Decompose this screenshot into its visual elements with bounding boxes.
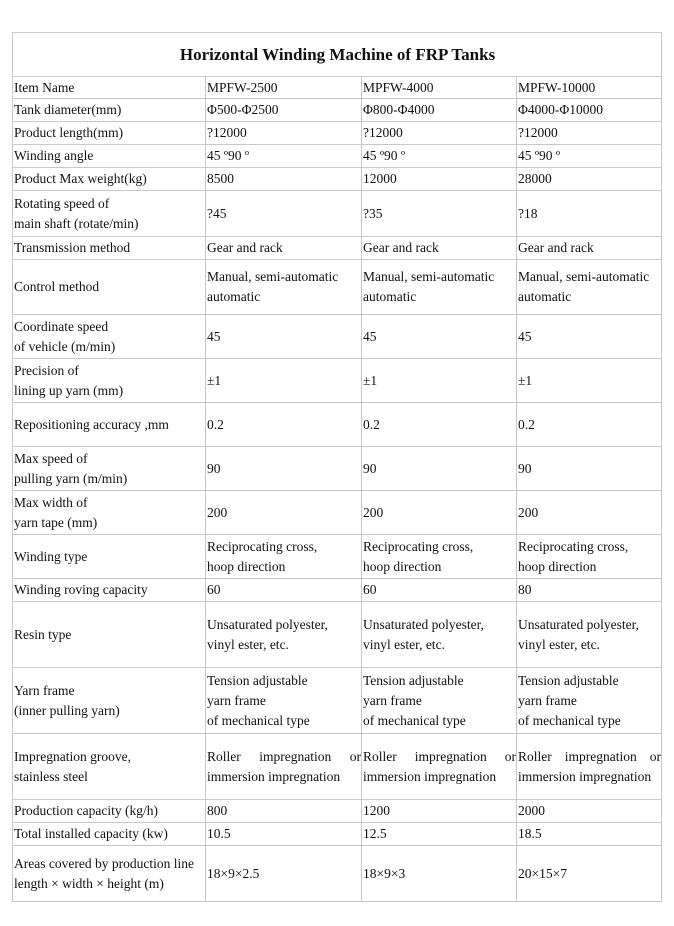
value-cell-line: vinyl ester, etc. [518, 636, 600, 652]
value-cell-line: 0.2 [363, 416, 380, 432]
row-label-line: Impregnation groove, [14, 748, 131, 764]
value-cell [517, 535, 662, 579]
value-cell-line: immersion impregnation [363, 768, 497, 784]
table-title: Horizontal Winding Machine of FRP Tanks [13, 33, 662, 77]
value-cell-line: 2000 [518, 803, 545, 818]
row-label-line: Transmission method [14, 240, 131, 255]
value-cell [206, 846, 362, 902]
value-cell [206, 800, 362, 823]
value-cell [206, 260, 362, 315]
value-cell [362, 535, 517, 579]
value-cell-line: Φ4000-Φ10000 [518, 102, 603, 117]
value-cell-line: Manual, semi-automatic [207, 269, 339, 284]
value-cell-line: 80 [518, 582, 532, 597]
value-cell-line: 18×9×3 [363, 865, 406, 881]
value-cell-line: ?18 [518, 205, 538, 221]
value-cell [517, 734, 662, 800]
value-cell-line: ?12000 [518, 125, 558, 140]
table-row [13, 447, 662, 491]
value-cell [517, 315, 662, 359]
value-cell-line: 45 º90 º [518, 148, 561, 163]
value-cell-line: 45 [363, 328, 377, 344]
row-label-line: Precision of [14, 362, 79, 378]
row-label [13, 579, 206, 602]
value-cell-line: hoop direction [518, 558, 597, 574]
value-cell [206, 122, 362, 145]
table-row [13, 535, 662, 579]
value-cell [517, 99, 662, 122]
value-cell-line: Reciprocating cross, [518, 538, 629, 554]
value-cell [362, 734, 517, 800]
value-cell-line: Unsaturated polyester, [207, 616, 328, 632]
row-label [13, 191, 206, 237]
value-cell-line: of mechanical type [518, 712, 621, 728]
table-row [13, 260, 662, 315]
value-cell [517, 145, 662, 168]
row-label [13, 668, 206, 734]
value-cell [362, 668, 517, 734]
value-cell-line: Roller impregnation or [363, 748, 516, 764]
value-cell [206, 168, 362, 191]
title-row [13, 33, 662, 77]
value-cell [362, 145, 517, 168]
table-row [13, 315, 662, 359]
spec-table [12, 32, 662, 902]
value-cell [206, 734, 362, 800]
value-cell [206, 602, 362, 668]
value-cell-line: 45 º90 º [207, 148, 250, 163]
value-cell [362, 99, 517, 122]
value-cell [362, 823, 517, 846]
value-cell [206, 447, 362, 491]
table-row [13, 77, 662, 99]
value-cell-line: MPFW-2500 [207, 79, 278, 95]
value-cell [362, 403, 517, 447]
value-cell-line: 200 [207, 504, 228, 520]
value-cell-line: 90 [207, 460, 221, 476]
value-cell-line: 18.5 [518, 826, 542, 841]
value-cell [362, 260, 517, 315]
value-cell [362, 77, 517, 99]
value-cell-line: ±1 [518, 372, 533, 388]
value-cell [517, 359, 662, 403]
row-label-line: Production capacity (kg/h) [14, 803, 158, 818]
value-cell [517, 579, 662, 602]
value-cell [517, 260, 662, 315]
value-cell-line: Tension adjustable [207, 672, 308, 688]
value-cell [517, 237, 662, 260]
value-cell [362, 447, 517, 491]
value-cell-line: hoop direction [207, 558, 286, 574]
value-cell [362, 846, 517, 902]
value-cell-line: 45 [207, 328, 221, 344]
row-label [13, 260, 206, 315]
table-row [13, 823, 662, 846]
value-cell-line: Tension adjustable [518, 672, 619, 688]
row-label-line: Product length(mm) [14, 125, 124, 140]
value-cell-line: automatic [518, 289, 572, 304]
row-label-line: Winding type [14, 548, 88, 564]
value-cell [206, 191, 362, 237]
value-cell [517, 602, 662, 668]
value-cell-line: Φ500-Φ2500 [207, 102, 279, 117]
value-cell [517, 800, 662, 823]
value-cell-line: 20×15×7 [518, 865, 567, 881]
value-cell [517, 122, 662, 145]
row-label-line: Winding roving capacity [14, 582, 148, 597]
value-cell [517, 447, 662, 491]
row-label-line: (inner pulling yarn) [14, 702, 120, 718]
value-cell-line: Roller impregnation or [518, 748, 662, 764]
row-label-line: Rotating speed of [14, 195, 110, 211]
row-label-line: lining up yarn (mm) [14, 382, 124, 398]
value-cell [517, 168, 662, 191]
value-cell [362, 122, 517, 145]
value-cell [517, 191, 662, 237]
value-cell [517, 823, 662, 846]
value-cell-line: 60 [207, 582, 221, 597]
value-cell-line: Manual, semi-automatic [518, 269, 650, 284]
row-label-line: Resin type [14, 626, 72, 642]
value-cell [362, 800, 517, 823]
row-label-line: Product Max weight(kg) [14, 171, 147, 186]
row-label [13, 99, 206, 122]
value-cell [206, 237, 362, 260]
table-row [13, 579, 662, 602]
value-cell-line: 60 [363, 582, 377, 597]
value-cell-line: Reciprocating cross, [363, 538, 474, 554]
value-cell [206, 823, 362, 846]
row-label [13, 734, 206, 800]
table-row [13, 491, 662, 535]
value-cell-line: yarn frame [207, 692, 266, 708]
row-label [13, 122, 206, 145]
row-label [13, 145, 206, 168]
row-label [13, 447, 206, 491]
value-cell [206, 535, 362, 579]
value-cell-line: 12.5 [363, 826, 387, 841]
value-cell [206, 668, 362, 734]
value-cell-line: Φ800-Φ4000 [363, 102, 435, 117]
value-cell-line: 45 [518, 328, 532, 344]
row-label [13, 77, 206, 99]
row-label [13, 491, 206, 535]
value-cell-line: automatic [363, 289, 417, 304]
table-row [13, 122, 662, 145]
table-row [13, 359, 662, 403]
value-cell [206, 77, 362, 99]
value-cell-line: 45 º90 º [363, 148, 406, 163]
value-cell-line: ?12000 [363, 125, 403, 140]
row-label [13, 535, 206, 579]
value-cell-line: 200 [363, 504, 384, 520]
value-cell-line: Roller impregnation or [207, 748, 361, 764]
table-row [13, 668, 662, 734]
value-cell-line: 0.2 [518, 416, 535, 432]
value-cell [362, 579, 517, 602]
row-label-line: Control method [14, 279, 100, 294]
row-label [13, 823, 206, 846]
value-cell-line: MPFW-10000 [518, 79, 596, 95]
row-label [13, 800, 206, 823]
row-label [13, 403, 206, 447]
value-cell [517, 491, 662, 535]
value-cell-line: 800 [207, 803, 228, 818]
value-cell [362, 491, 517, 535]
row-label-line: Yarn frame [14, 682, 75, 698]
table-row [13, 237, 662, 260]
value-cell [517, 77, 662, 99]
value-cell-line: Manual, semi-automatic [363, 269, 495, 284]
row-label-line: Tank diameter(mm) [14, 102, 122, 117]
value-cell-line: ?35 [363, 205, 383, 221]
value-cell-line: 200 [518, 504, 539, 520]
value-cell-line: 18×9×2.5 [207, 865, 260, 881]
value-cell-line: ±1 [363, 372, 378, 388]
value-cell-line: 90 [518, 460, 532, 476]
table-row [13, 602, 662, 668]
value-cell [362, 191, 517, 237]
value-cell-line: hoop direction [363, 558, 442, 574]
value-cell-line: Reciprocating cross, [207, 538, 318, 554]
value-cell-line: vinyl ester, etc. [207, 636, 289, 652]
row-label-line: Winding angle [14, 148, 94, 163]
table-row [13, 846, 662, 902]
row-label [13, 315, 206, 359]
row-label-line: Repositioning accuracy ,mm [14, 416, 169, 432]
value-cell [206, 99, 362, 122]
row-label-line: Coordinate speed [14, 318, 109, 334]
value-cell [362, 168, 517, 191]
value-cell [206, 403, 362, 447]
value-cell [362, 359, 517, 403]
row-label [13, 237, 206, 260]
value-cell-line: automatic [207, 289, 261, 304]
value-cell-line: 12000 [363, 171, 397, 186]
table-row [13, 191, 662, 237]
value-cell-line: of mechanical type [363, 712, 466, 728]
value-cell-line: ?45 [207, 205, 227, 221]
value-cell [206, 491, 362, 535]
row-label-line: stainless steel [14, 768, 88, 784]
row-label-line: yarn tape (mm) [14, 514, 98, 530]
spec-body [13, 77, 662, 902]
spec-sheet [12, 32, 661, 902]
row-label [13, 168, 206, 191]
row-label-line: Item Name [14, 79, 75, 95]
table-row [13, 734, 662, 800]
value-cell-line: Gear and rack [207, 240, 283, 255]
value-cell-line: ±1 [207, 372, 222, 388]
value-cell [206, 315, 362, 359]
value-cell [206, 579, 362, 602]
table-row [13, 99, 662, 122]
value-cell-line: Gear and rack [518, 240, 594, 255]
value-cell-line: Unsaturated polyester, [363, 616, 484, 632]
row-label [13, 846, 206, 902]
value-cell [362, 237, 517, 260]
value-cell-line: immersion impregnation [518, 768, 652, 784]
row-label-line: Total installed capacity (kw) [14, 826, 168, 841]
value-cell-line: Tension adjustable [363, 672, 464, 688]
row-label [13, 359, 206, 403]
value-cell-line: 1200 [363, 803, 390, 818]
value-cell-line: 90 [363, 460, 377, 476]
value-cell-line: immersion impregnation [207, 768, 341, 784]
value-cell-line: yarn frame [363, 692, 422, 708]
value-cell-line: of mechanical type [207, 712, 310, 728]
row-label-line: length × width × height (m) [14, 875, 164, 891]
value-cell-line: yarn frame [518, 692, 577, 708]
row-label-line: pulling yarn (m/min) [14, 470, 128, 486]
value-cell [517, 668, 662, 734]
table-row [13, 145, 662, 168]
row-label-line: Max width of [14, 494, 88, 510]
value-cell [362, 315, 517, 359]
row-label-line: of vehicle (m/min) [14, 338, 116, 354]
table-row [13, 800, 662, 823]
value-cell [517, 846, 662, 902]
value-cell-line: vinyl ester, etc. [363, 636, 445, 652]
value-cell-line: Gear and rack [363, 240, 439, 255]
table-row [13, 168, 662, 191]
row-label-line: Areas covered by production line [14, 855, 194, 871]
table-row [13, 403, 662, 447]
value-cell [206, 359, 362, 403]
value-cell-line: 8500 [207, 171, 234, 186]
value-cell-line: 28000 [518, 171, 552, 186]
value-cell-line: 0.2 [207, 416, 224, 432]
row-label [13, 602, 206, 668]
value-cell [362, 602, 517, 668]
value-cell-line: 10.5 [207, 826, 231, 841]
value-cell [517, 403, 662, 447]
value-cell-line: ?12000 [207, 125, 247, 140]
row-label-line: Max speed of [14, 450, 88, 466]
value-cell [206, 145, 362, 168]
row-label-line: main shaft (rotate/min) [14, 215, 139, 231]
value-cell-line: Unsaturated polyester, [518, 616, 639, 632]
value-cell-line: MPFW-4000 [363, 79, 434, 95]
